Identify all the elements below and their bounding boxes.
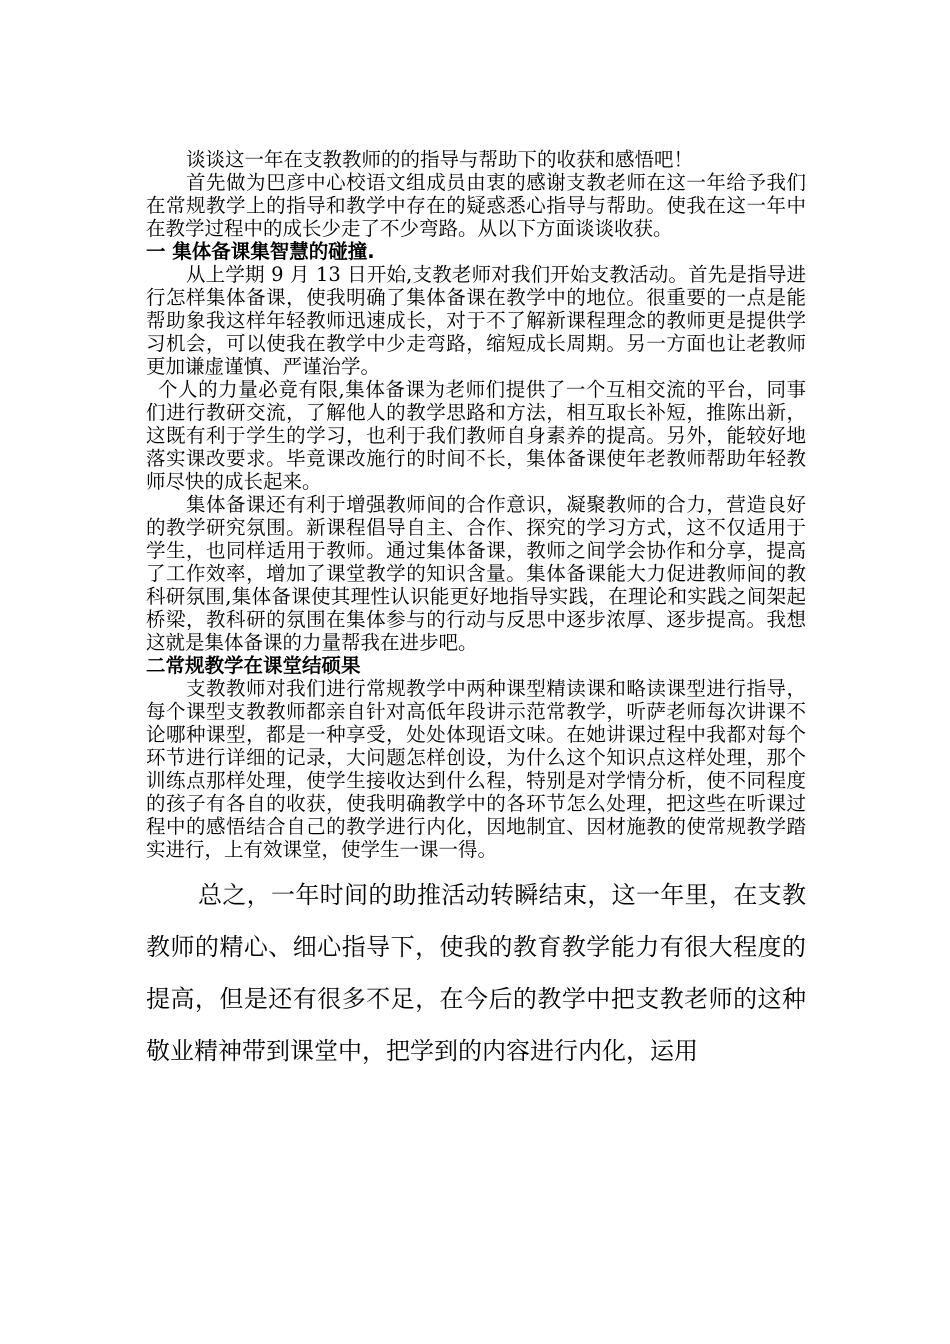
section2-paragraph-1: 支教教师对我们进行常规教学中两种课型精读课和略读课型进行指导，每个课型支教教师都亲自针对高低年段讲示范常教学，听萨老师每次讲课不论哪种课型，都是一种享受，处处体现语文味。在她讲课过程中我都对每个环节进行详细的记录，大问题怎样创设，为什么这个知识点这样处理，那个训练点那样处理，使学生接收达到什么程，特别是对学情分析，使不同程度的孩子有各自的收获，使我明确教学中的各环节怎么处理，把这些在听课过程中的感悟结合自己的教学进行内化，因地制宜、因材施教的使常规教学踏实进行，上有效课堂，使学生一课一得。 (146, 677, 806, 861)
intro-line: 谈谈这一年在支教教师的的指导与帮助下的收获和感悟吧！ (186, 148, 694, 171)
section1-heading: 一 集体备课集智慧的碰撞. (146, 240, 375, 263)
section2-heading: 二常规教学在课堂结硕果 (146, 654, 361, 677)
section1-paragraph-2: 个人的力量必竟有限,集体备课为老师们提供了一个互相交流的平台，同事们进行教研交流，了解他人的教学思路和方法，相互取长补短，推陈出新，这既有利于学生的学习，也利于我们教师自身素养的提高。另外，能较好地落实课改要求。毕竟课改施行的时间不长，集体备课使年老教师帮助年轻教师尽快的成长起来。 (146, 378, 806, 493)
document-page (146, 148, 806, 1077)
intro-paragraph: 首先做为巴彦中心校语文组成员由衷的感谢支教老师在这一年给予我们在常规教学上的指导和教学中存在的疑惑悉心指导与帮助。使我在这一年中在教学过程中的成长少走了不少弯路。从以下方面谈谈收获。 (146, 171, 806, 240)
conclusion-paragraph: 总之，一年时间的助推活动转瞬结束，这一年里，在支教教师的精心、细心指导下，使我的教育教学能力有很大程度的提高，但是还有很多不足，在今后的教学中把支教老师的这种敬业精神带到课堂中，把学到的内容进行内化，运用 (146, 881, 806, 1065)
section1-paragraph-3: 集体备课还有利于增强教师间的合作意识，凝聚教师的合力，营造良好的教学研究氛围。新课程倡导自主、合作、探究的学习方式，这不仅适用于学生，也同样适用于教师。通过集体备课，教师之间学会协作和分享，提高了工作效率，增加了课堂教学的知识含量。集体备课能大力促进教师间的教科研氛围,集体备课使其理性认识能更好地指导实践，在理论和实践之间架起桥梁，教科研的氛围在集体参与的行动与反思中逐步浓厚、逐步提高。我想这就是集体备课的力量帮我在进步吧。 (146, 493, 806, 654)
section1-paragraph-1: 从上学期 9 月 13 日开始,支教老师对我们开始支教活动。首先是指导进行怎样集体备课，使我明确了集体备课在教学中的地位。很重要的一点是能帮助象我这样年轻教师迅速成长，对于不了解新课程理念的教师更是提供学习机会，可以使我在教学中少走弯路，缩短成长周期。另一方面也让老教师更加谦虚谨慎、严谨治学。 (146, 263, 806, 378)
